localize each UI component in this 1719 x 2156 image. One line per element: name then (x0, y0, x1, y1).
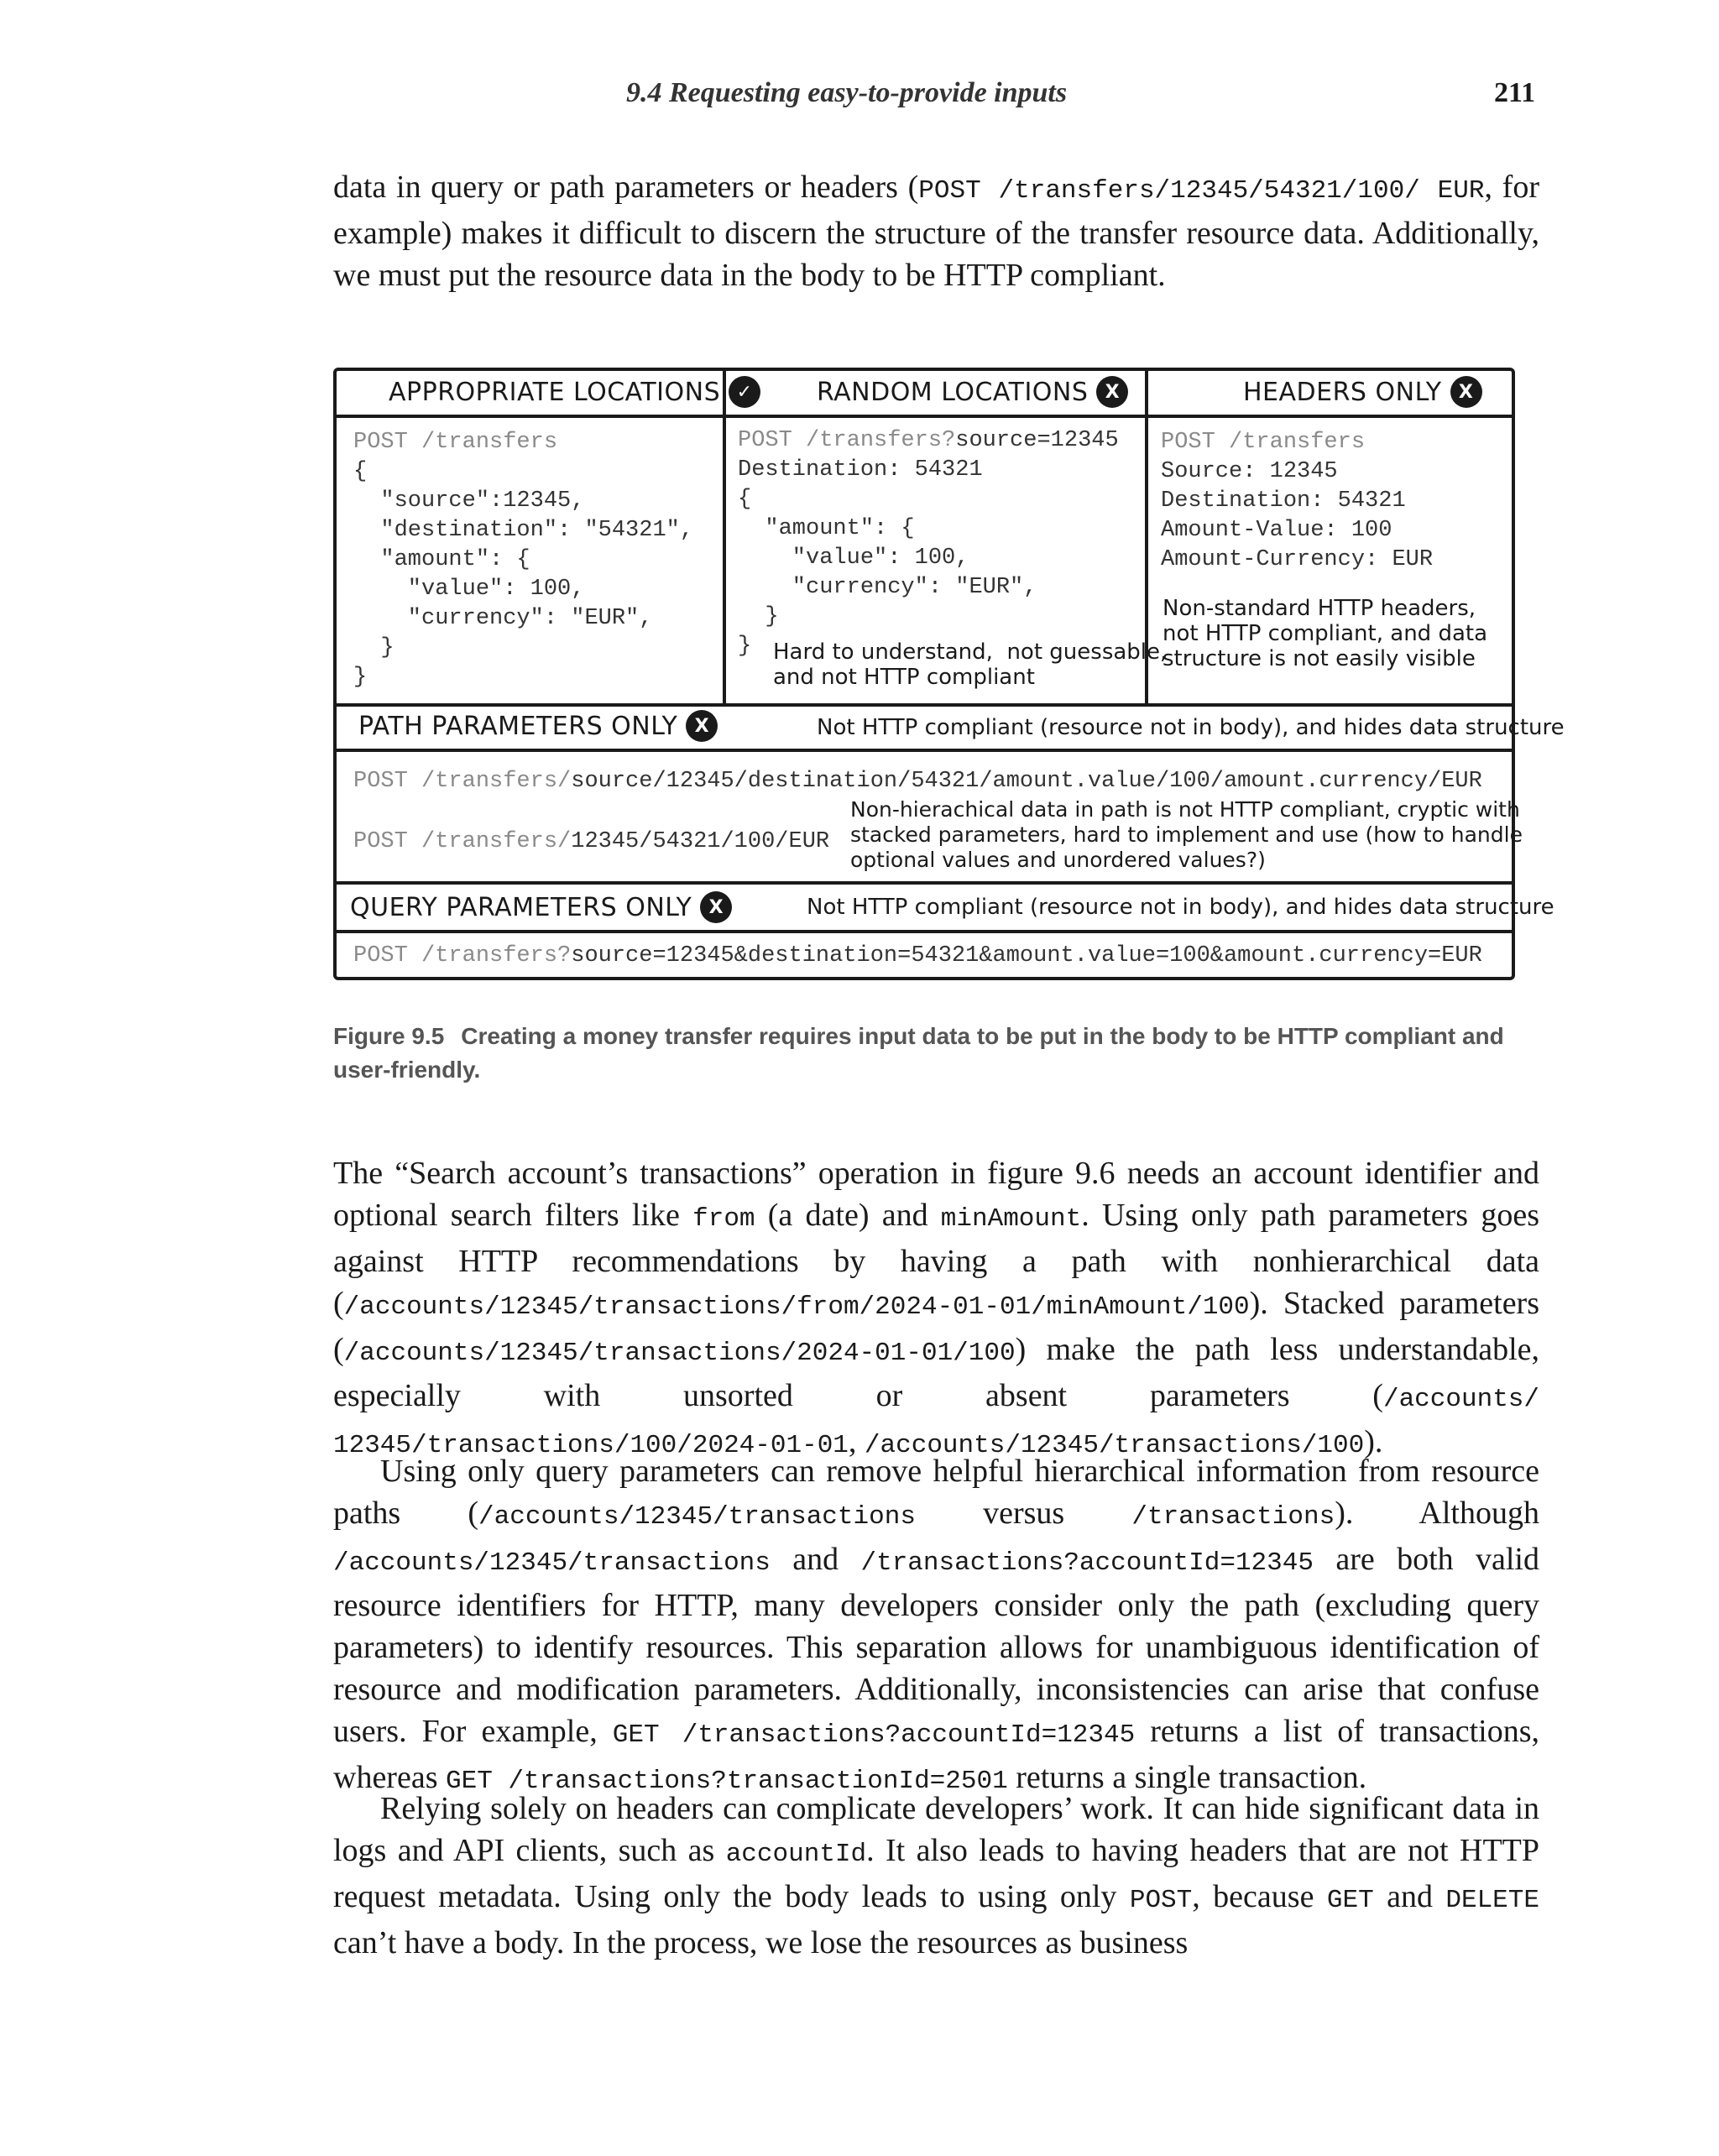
cross-icon: X (1096, 376, 1128, 408)
inline-code: POST (1129, 1886, 1193, 1915)
query-parameters-header (350, 891, 732, 923)
caption-text: Creating a money transfer requires input data to be put in the body to be HTTP compliant and user-friendly. (333, 1023, 1504, 1083)
paragraph-query-parameters (333, 1450, 1539, 1803)
inline-code: minAmount (940, 1204, 1082, 1234)
divider (337, 415, 1512, 418)
divider (723, 371, 726, 707)
request-line-prefix: POST /transfers? (353, 943, 572, 968)
inline-code: accountId (725, 1840, 867, 1869)
random-note: Hard to understand, not guessable, and not HTTP compliant (773, 639, 1168, 690)
inline-code: /accounts/ 12345/transactions/100/2024-01-01 (333, 1385, 1539, 1460)
panel-title: QUERY PARAMETERS ONLY (350, 892, 692, 922)
text-run: , for example) makes it difficult to discern the structure of the transfer resource data. Additionally, we must put the resource data in the body to be HTTP compliant. (333, 170, 1539, 293)
inline-code: /accounts/12345/transactions/100 (864, 1431, 1365, 1460)
text-run: are both valid resource identifiers for HTTP, many developers consider only the path (excluding query parameters) to identify resources. This separation allows for unambiguous identification of resource and modification parameters. Additionally, inconsistencies can arise that confuse users. For example, (333, 1542, 1539, 1749)
text-run: and (770, 1542, 861, 1577)
request-query: source=12345&destination=54321&amount.value=100&amount.currency=EUR (571, 943, 1482, 968)
panel-title: PATH PARAMETERS ONLY (358, 711, 678, 741)
inline-code: /accounts/12345/transactions/from/2024-01-01/minAmount/100 (343, 1292, 1250, 1322)
paragraph-headers (333, 1788, 1539, 1964)
request-line-query: source=12345 (955, 428, 1119, 453)
text-run: and (1373, 1879, 1446, 1914)
inline-code: GET (1326, 1886, 1374, 1915)
check-icon: ✓ (729, 376, 760, 408)
text-run: The “Search account’s transactions” operation in figure 9.6 needs an account identifier and optional search filters like (333, 1156, 1539, 1233)
text-run: (a date) and (755, 1198, 941, 1233)
path-example-1 (353, 767, 1482, 796)
random-locations-header (817, 376, 1128, 408)
request-headers: Source: 12345 Destination: 54321 Amount-Value: 100 Amount-Currency: EUR (1161, 459, 1434, 572)
request-line-prefix: POST /transfers/ (353, 769, 572, 794)
text-run: Using only query parameters can remove helpful hierarchical information from resource paths ( (333, 1454, 1539, 1531)
caption-label: Figure 9.5 (333, 1023, 445, 1049)
request-body: Destination: 54321 { "amount": { "value": 100, "currency": "EUR", } } (738, 457, 1037, 659)
text-run: ) make the path less understandable, especially with unsorted or absent parameters ( (333, 1332, 1539, 1413)
running-header (0, 77, 1719, 119)
text-run: , because (1192, 1879, 1327, 1914)
text-run: can’t have a body. In the process, we lose the resources as business (333, 1925, 1189, 1960)
inline-code: /accounts/12345/transactions/2024-01-01/100 (343, 1339, 1016, 1368)
headers-note: Non-standard HTTP headers, not HTTP compliant, and data structure is not easily visible (1163, 596, 1488, 671)
inline-code: /accounts/12345/transactions (333, 1548, 771, 1578)
appropriate-locations-header (389, 376, 760, 408)
inline-code: /transactions (1131, 1502, 1335, 1532)
path-note: Not HTTP compliant (resource not in body), and hides data structure (817, 715, 1565, 740)
cross-icon: X (700, 891, 732, 923)
divider (337, 881, 1512, 885)
paragraph-intro (333, 166, 1539, 296)
request-body: { "source":12345, "destination": "54321", "amount": { "value": 100, "currency": "EUR", } } (353, 459, 694, 690)
text-run: versus (915, 1496, 1132, 1531)
inline-code: GET /transactions?accountId=12345 (612, 1720, 1136, 1750)
query-note: Not HTTP compliant (resource not in body), and hides data structure (807, 895, 1554, 920)
text-run: . It also leads to having headers that are not HTTP request metadata. Using only the body leads to using only (333, 1833, 1539, 1914)
text-run: ). (1364, 1424, 1383, 1459)
text-run: returns a single transaction. (1007, 1760, 1367, 1795)
cross-icon: X (1450, 376, 1482, 408)
figure-caption (333, 1020, 1534, 1087)
cross-icon: X (686, 710, 718, 742)
text-run: ). Stacked parameters ( (333, 1286, 1539, 1367)
request-line-prefix: POST /transfers/ (353, 829, 572, 854)
text-run: Relying solely on headers can complicate developers’ work. It can hide significant data in logs and API clients, such as (333, 1791, 1539, 1868)
path-parameters-header (358, 710, 718, 742)
appropriate-code (353, 428, 693, 692)
divider (337, 703, 1512, 707)
inline-code: /transactions?accountId=12345 (860, 1548, 1314, 1578)
headers-only-header (1243, 376, 1482, 408)
inline-code: POST /transfers/12345/54321/100/ EUR (918, 176, 1485, 206)
text-run: . Using only path parameters goes against HTTP recommendations by having a path with nonhierarchical data ( (333, 1198, 1539, 1321)
request-line: POST /transfers (353, 430, 558, 455)
text-run: data in query or path parameters or headers ( (333, 170, 919, 205)
divider (337, 930, 1512, 933)
query-example (353, 942, 1482, 971)
request-path: 12345/54321/100/EUR (571, 829, 830, 854)
section-title: 9.4 Requesting easy-to-provide inputs (626, 77, 1068, 108)
path-example-2 (353, 827, 829, 857)
request-line-prefix: POST /transfers? (738, 428, 956, 453)
panel-title: HEADERS ONLY (1243, 377, 1442, 407)
inline-code: GET /transactions?transactionId=2501 (445, 1767, 1008, 1796)
text-run: , (848, 1424, 865, 1459)
text-run: ). Although (1335, 1496, 1539, 1531)
text-run: returns a list of transactions, whereas (333, 1714, 1539, 1795)
paragraph-search-transactions (333, 1152, 1539, 1467)
random-code (738, 426, 1119, 661)
inline-code: /accounts/12345/transactions (478, 1502, 916, 1532)
panel-title: APPROPRIATE LOCATIONS (389, 377, 721, 407)
headers-code (1161, 428, 1433, 575)
panel-title: RANDOM LOCATIONS (817, 377, 1089, 407)
page-number: 211 (1494, 77, 1536, 108)
inline-code: DELETE (1445, 1886, 1539, 1915)
request-path: source/12345/destination/54321/amount.value/100/amount.currency/EUR (571, 769, 1482, 794)
request-line: POST /transfers (1161, 430, 1366, 455)
inline-code: from (692, 1204, 755, 1234)
path-example-note: Non-hierachical data in path is not HTTP compliant, cryptic with stacked parameters, hard to implement and use (how to handle optional values and unordered values?) (850, 797, 1523, 872)
figure-9-5 (333, 368, 1565, 980)
divider (337, 749, 1512, 752)
